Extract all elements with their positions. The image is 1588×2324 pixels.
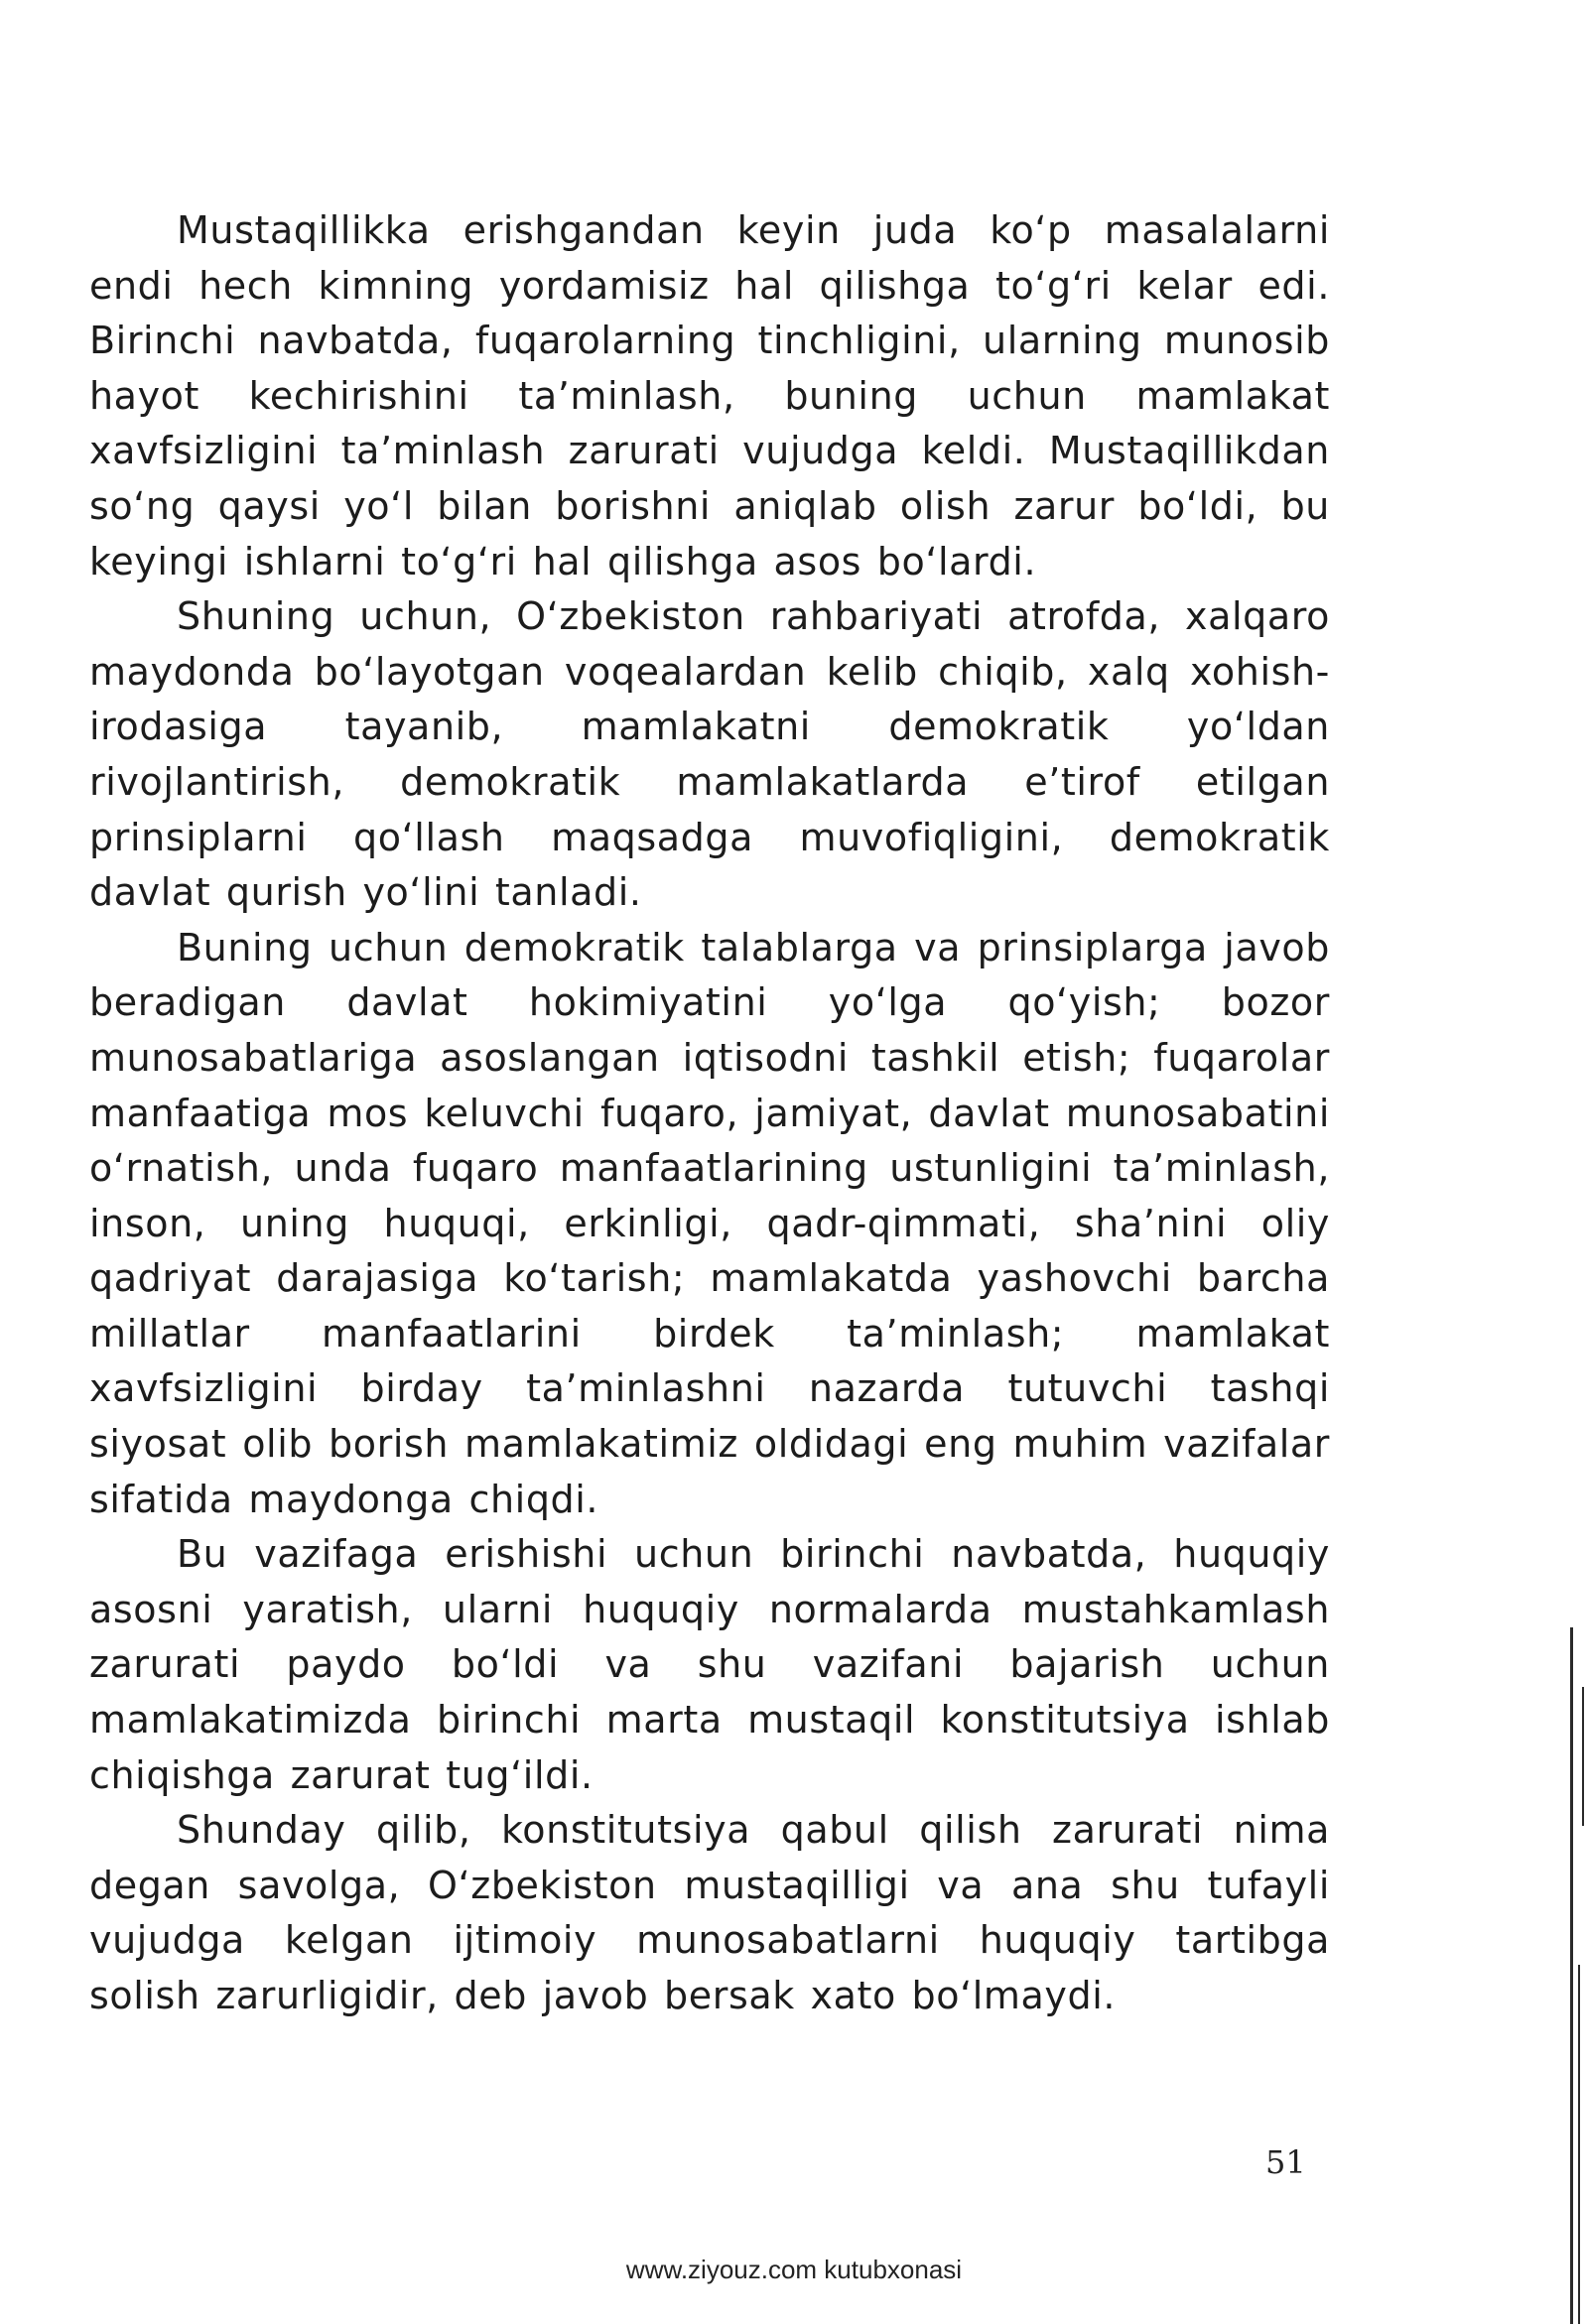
- body-text: [89, 203, 1330, 2024]
- binding-edge-line: [1570, 1627, 1573, 2324]
- paragraph-2: Shuning uchun, O‘zbekiston rahbariyati atrofda, xalqaro maydonda bo‘layotgan voqealardan kelib chiqib, xalq xohish-irodasiga tayanib, mamlakatni demokratik yo‘ldan rivojlantirish, demokratik mamlakatlarda e’tirof etilgan prinsiplarni qo‘llash maqsadga muvofiqligini, demokratik davlat qurish yo‘lini tanladi.: [89, 594, 1330, 915]
- paragraph-3: Buning uchun demokratik talablarga va prinsiplarga javob beradigan davlat hokimiyatini yo‘lga qo‘yish; bozor munosabatlariga asoslangan iqtisodni tashkil etish; fuqarolar manfaatiga mos keluvchi fuqaro, jamiyat, davlat munosabatini o‘rnatish, unda fuqaro manfaatlarining ustunligini ta’minlash, inson, uning huquqi, erkinligi, qadr-qimmati, sha’nini oliy qadriyat darajasiga ko‘tarish; mamlakatda yashovchi barcha millatlar manfaatlarini birdek ta’minlash; mamlakat xavfsizligini birday ta’minlashni nazarda tutuvchi tashqi siyosat olib borish mamlakatimiz oldidagi eng muhim vazifalar sifatida maydonga chiqdi.: [89, 925, 1330, 1521]
- paragraph-5: Shunday qilib, konstitutsiya qabul qilish zarurati nima degan savolga, O‘zbekiston mustaqilligi va ana shu tufayli vujudga kelgan ijtimoiy munosabatlarni huquqiy tartibga solish zarurligidir, deb javob bersak xato bo‘lmaydi.: [89, 1808, 1330, 2017]
- paragraph-1: Mustaqillikka erishgandan keyin juda ko‘p masalalarni endi hech kimning yordamisiz hal qilishga to‘g‘ri kelar edi. Birinchi navbatda, fuqarolarning tinchligini, ularning munosib hayot kechirishini ta’minlash, buning uchun mamlakat xavfsizligini ta’minlash zarurati vujudga keldi. Mustaqillikdan so‘ng qaysi yo‘l bilan borishni aniqlab olish zarur bo‘ldi, bu keyingi ishlarni to‘g‘ri hal qilishga asos bo‘lardi.: [89, 208, 1330, 583]
- binding-edge-line: [1582, 1687, 1584, 1826]
- footer-watermark: www.ziyouz.com kutubxonasi: [625, 2255, 963, 2284]
- binding-edge-line: [1578, 1965, 1580, 2324]
- page-number: 51: [1265, 2143, 1306, 2181]
- paragraph-4: Bu vazifaga erishishi uchun birinchi navbatda, huquqiy asosni yaratish, ularni huquqiy normalarda mustahkamlash zarurati paydo bo‘ldi va shu vazifani bajarish uchun mamlakatimizda birinchi marta mustaqil konstitutsiya ishlab chiqishga zarurat tug‘ildi.: [89, 1532, 1330, 1797]
